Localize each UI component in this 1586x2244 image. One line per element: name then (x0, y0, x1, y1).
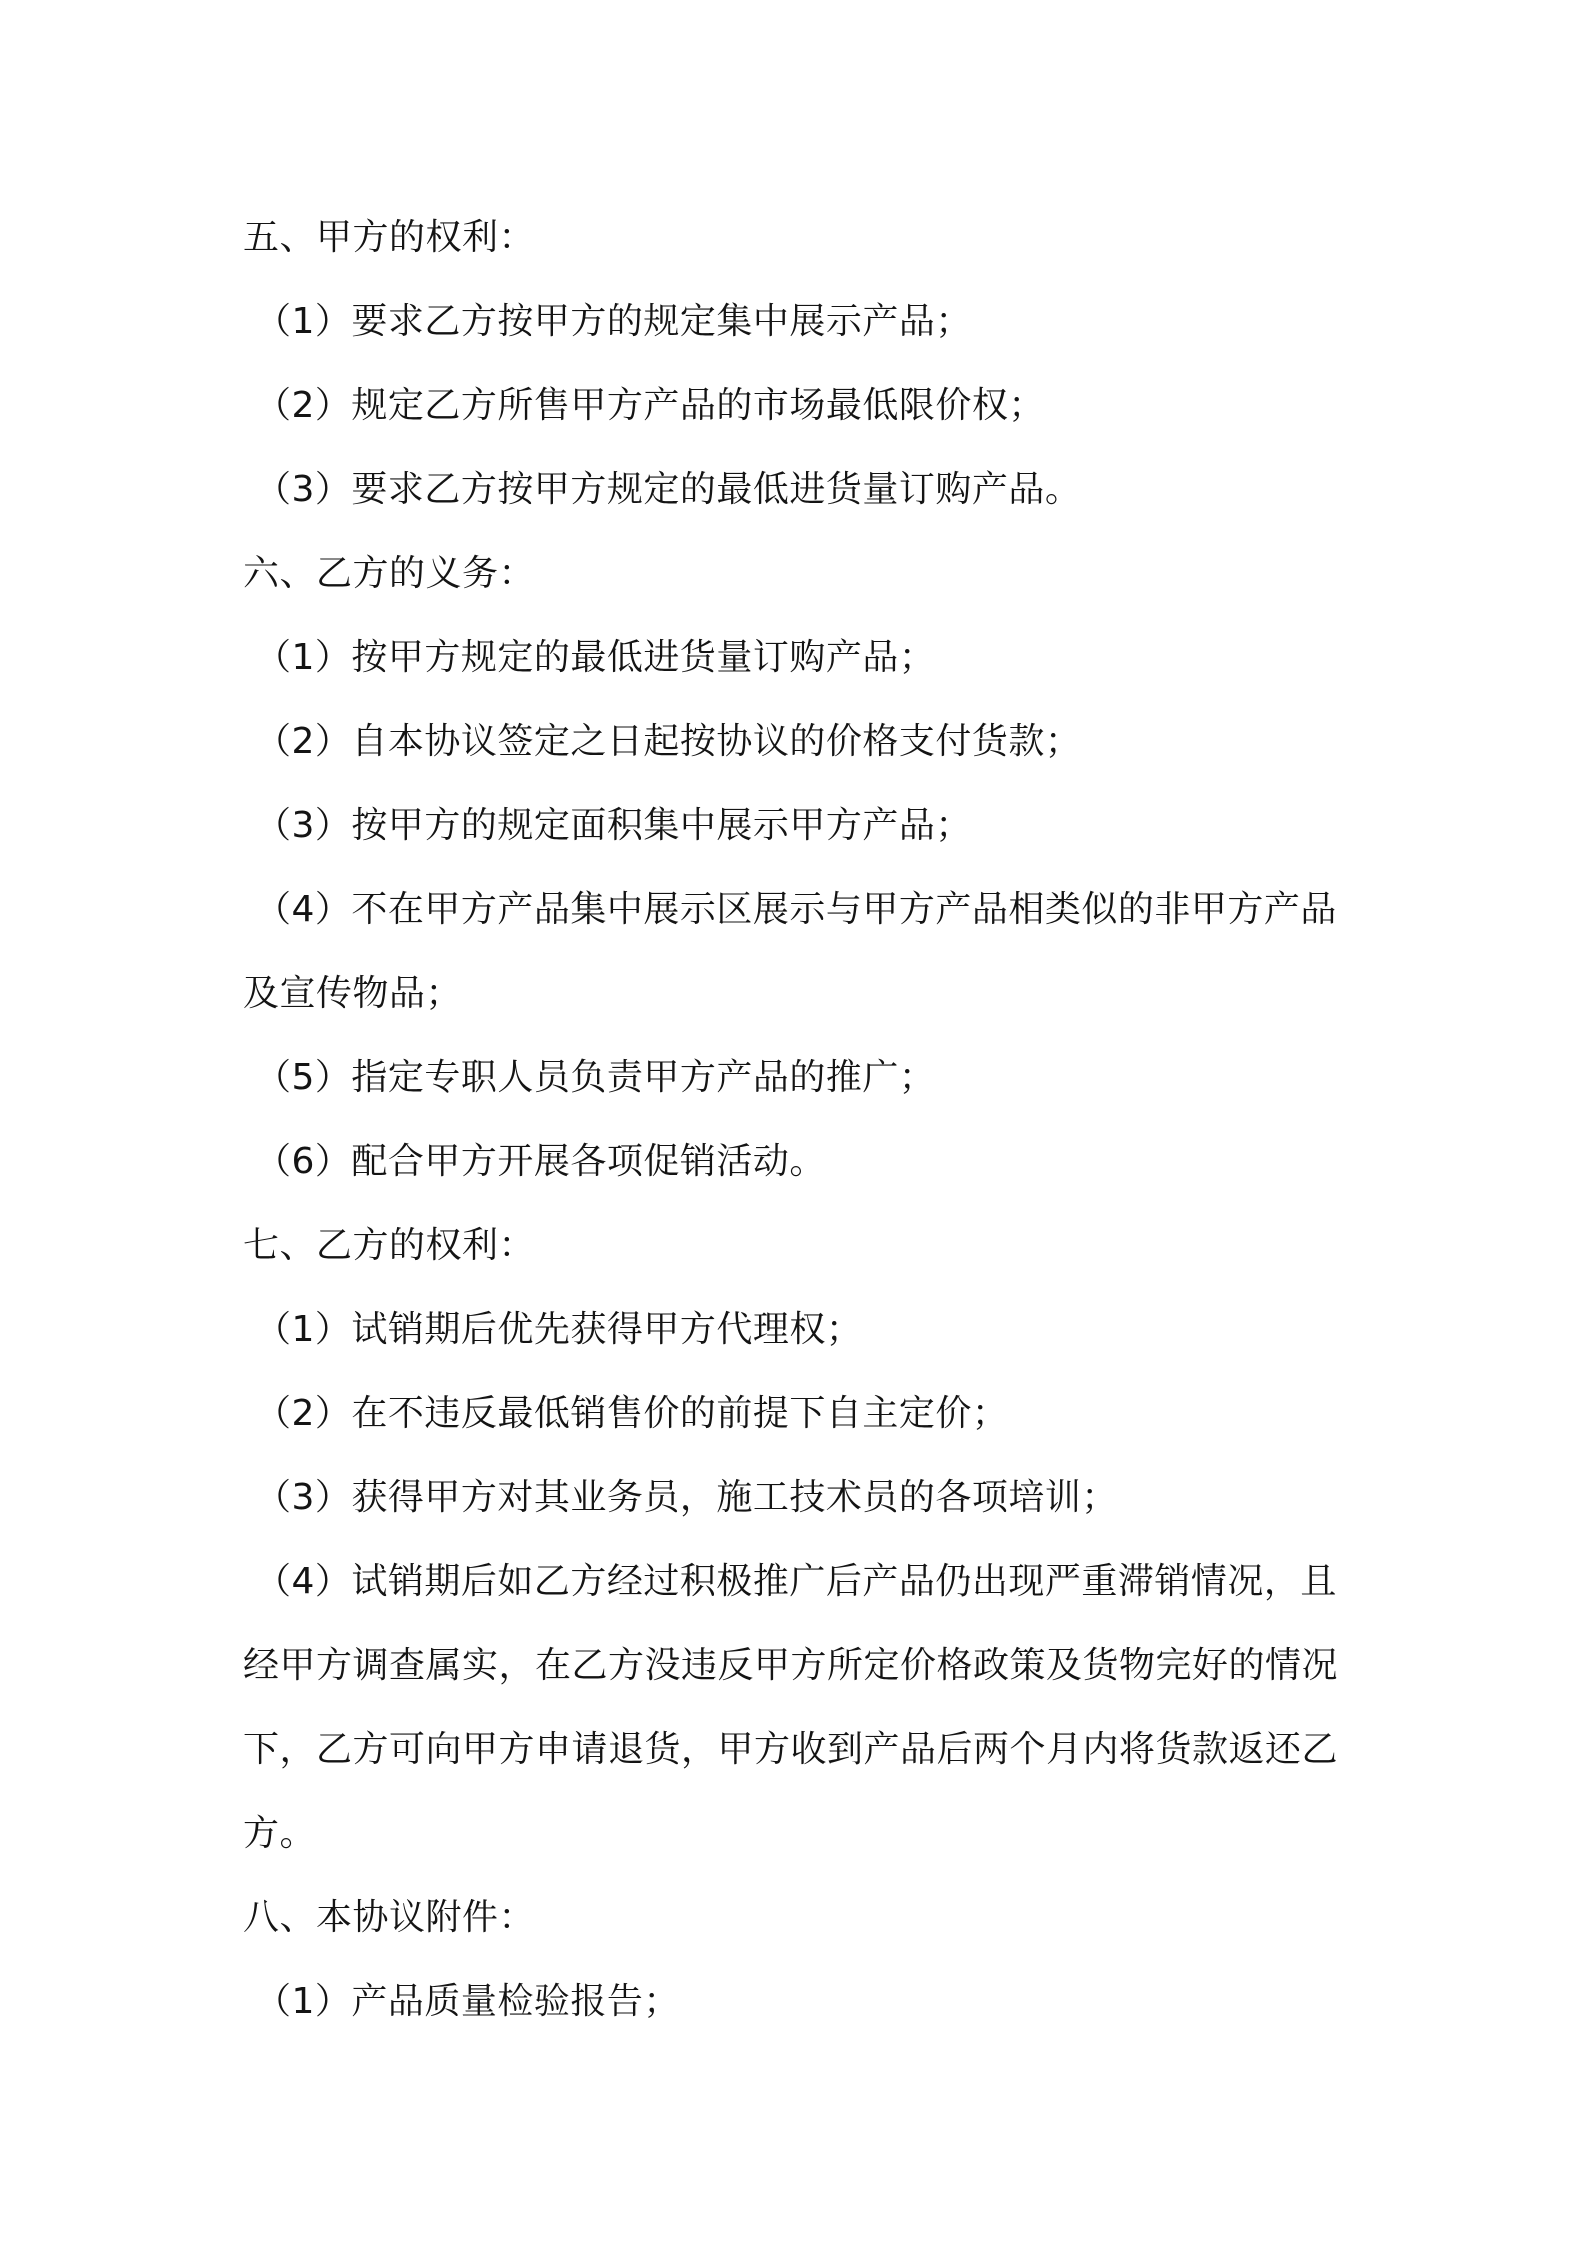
section-heading-7: 七、乙方的权利： (243, 1225, 536, 1266)
list-item: （3）按甲方的规定面积集中展示甲方产品； (255, 805, 972, 846)
list-item: （4）试销期后如乙方经过积极推广后产品仍出现严重滞销情况，且 (255, 1561, 1337, 1602)
list-item-continuation: 经甲方调查属实，在乙方没违反甲方所定价格政策及货物完好的情况 (243, 1645, 1339, 1686)
list-item: （4）不在甲方产品集中展示区展示与甲方产品相类似的非甲方产品 (255, 889, 1337, 930)
document-body (243, 196, 1363, 2044)
section-heading-5: 五、甲方的权利： (243, 217, 536, 258)
list-item: （1）要求乙方按甲方的规定集中展示产品； (255, 301, 972, 342)
section-heading-8: 八、本协议附件： (243, 1897, 536, 1938)
list-item: （3）获得甲方对其业务员，施工技术员的各项培训； (255, 1477, 1118, 1518)
list-item: （2）在不违反最低销售价的前提下自主定价； (255, 1393, 1009, 1434)
list-item: （1）试销期后优先获得甲方代理权； (255, 1309, 863, 1350)
list-item: （2）规定乙方所售甲方产品的市场最低限价权； (255, 385, 1045, 426)
list-item-continuation: 方。 (243, 1813, 317, 1854)
list-item: （5）指定专职人员负责甲方产品的推广； (255, 1057, 936, 1098)
list-item: （1）产品质量检验报告； (255, 1981, 680, 2022)
list-item-continuation: 下，乙方可向甲方申请退货，甲方收到产品后两个月内将货款返还乙 (243, 1729, 1339, 1770)
list-item: （1）按甲方规定的最低进货量订购产品； (255, 637, 936, 678)
list-item: （3）要求乙方按甲方规定的最低进货量订购产品。 (255, 469, 1082, 510)
section-heading-6: 六、乙方的义务： (243, 553, 536, 594)
list-item: （2）自本协议签定之日起按协议的价格支付货款； (255, 721, 1082, 762)
list-item-continuation: 及宣传物品； (243, 973, 463, 1014)
list-item: （6）配合甲方开展各项促销活动。 (255, 1141, 826, 1182)
